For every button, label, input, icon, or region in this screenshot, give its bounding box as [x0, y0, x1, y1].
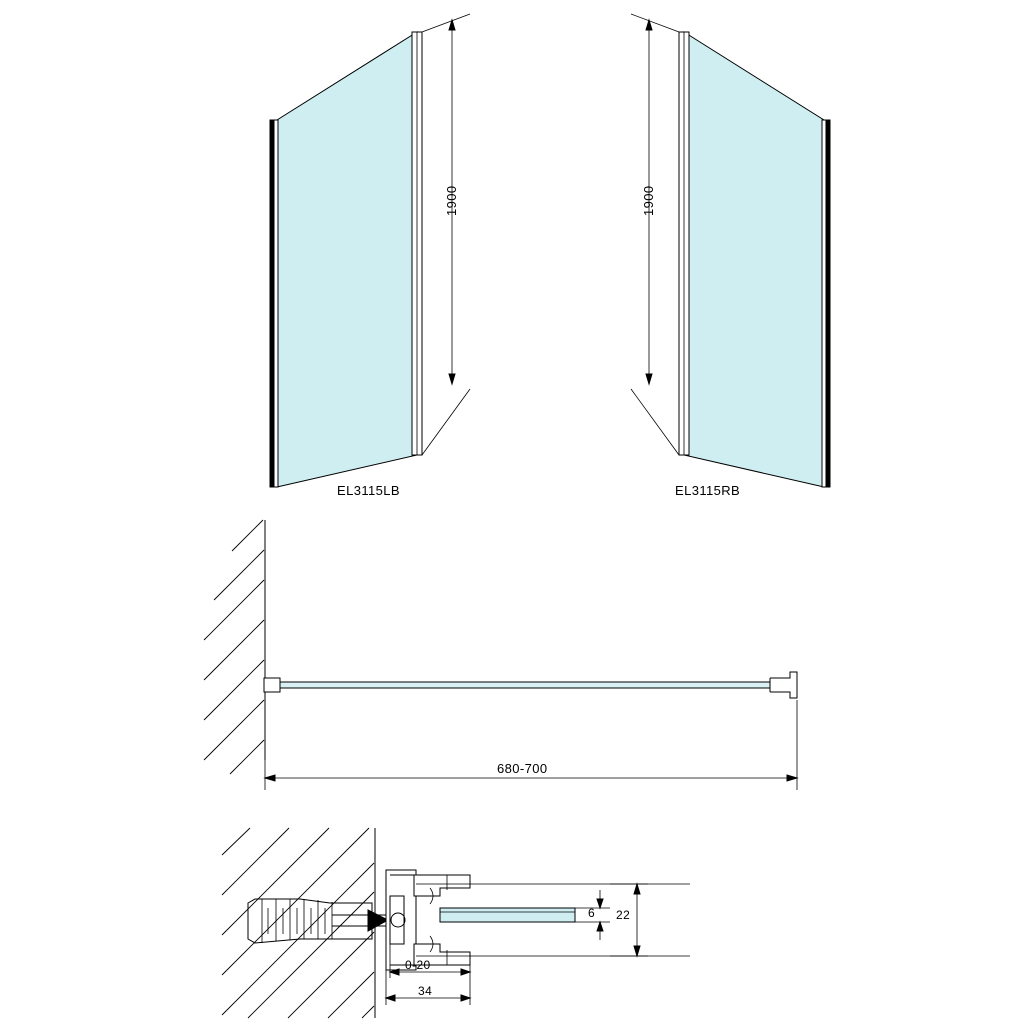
- plan-view: [204, 520, 797, 790]
- detail-section-view: [222, 828, 690, 1018]
- glass-section: [440, 908, 575, 922]
- adjustment-range-dimension: 0-20: [405, 958, 431, 972]
- right-elevation-model-label: EL3115RB: [675, 483, 741, 498]
- elevation-right-view: [631, 14, 830, 487]
- left-elevation-model-label: EL3115LB: [337, 483, 400, 498]
- right-elevation-height-dimension: 1900: [641, 185, 656, 216]
- wall-anchor: [248, 899, 388, 943]
- left-elevation-height-dimension: 1900: [444, 185, 459, 216]
- plan-width-dimension: 680-700: [497, 761, 548, 776]
- elevation-left-view: [270, 14, 470, 487]
- profile-depth-dimension: 34: [418, 984, 433, 998]
- profile-height-dimension: 22: [616, 908, 631, 922]
- glass-thickness-dimension: 6: [588, 906, 596, 920]
